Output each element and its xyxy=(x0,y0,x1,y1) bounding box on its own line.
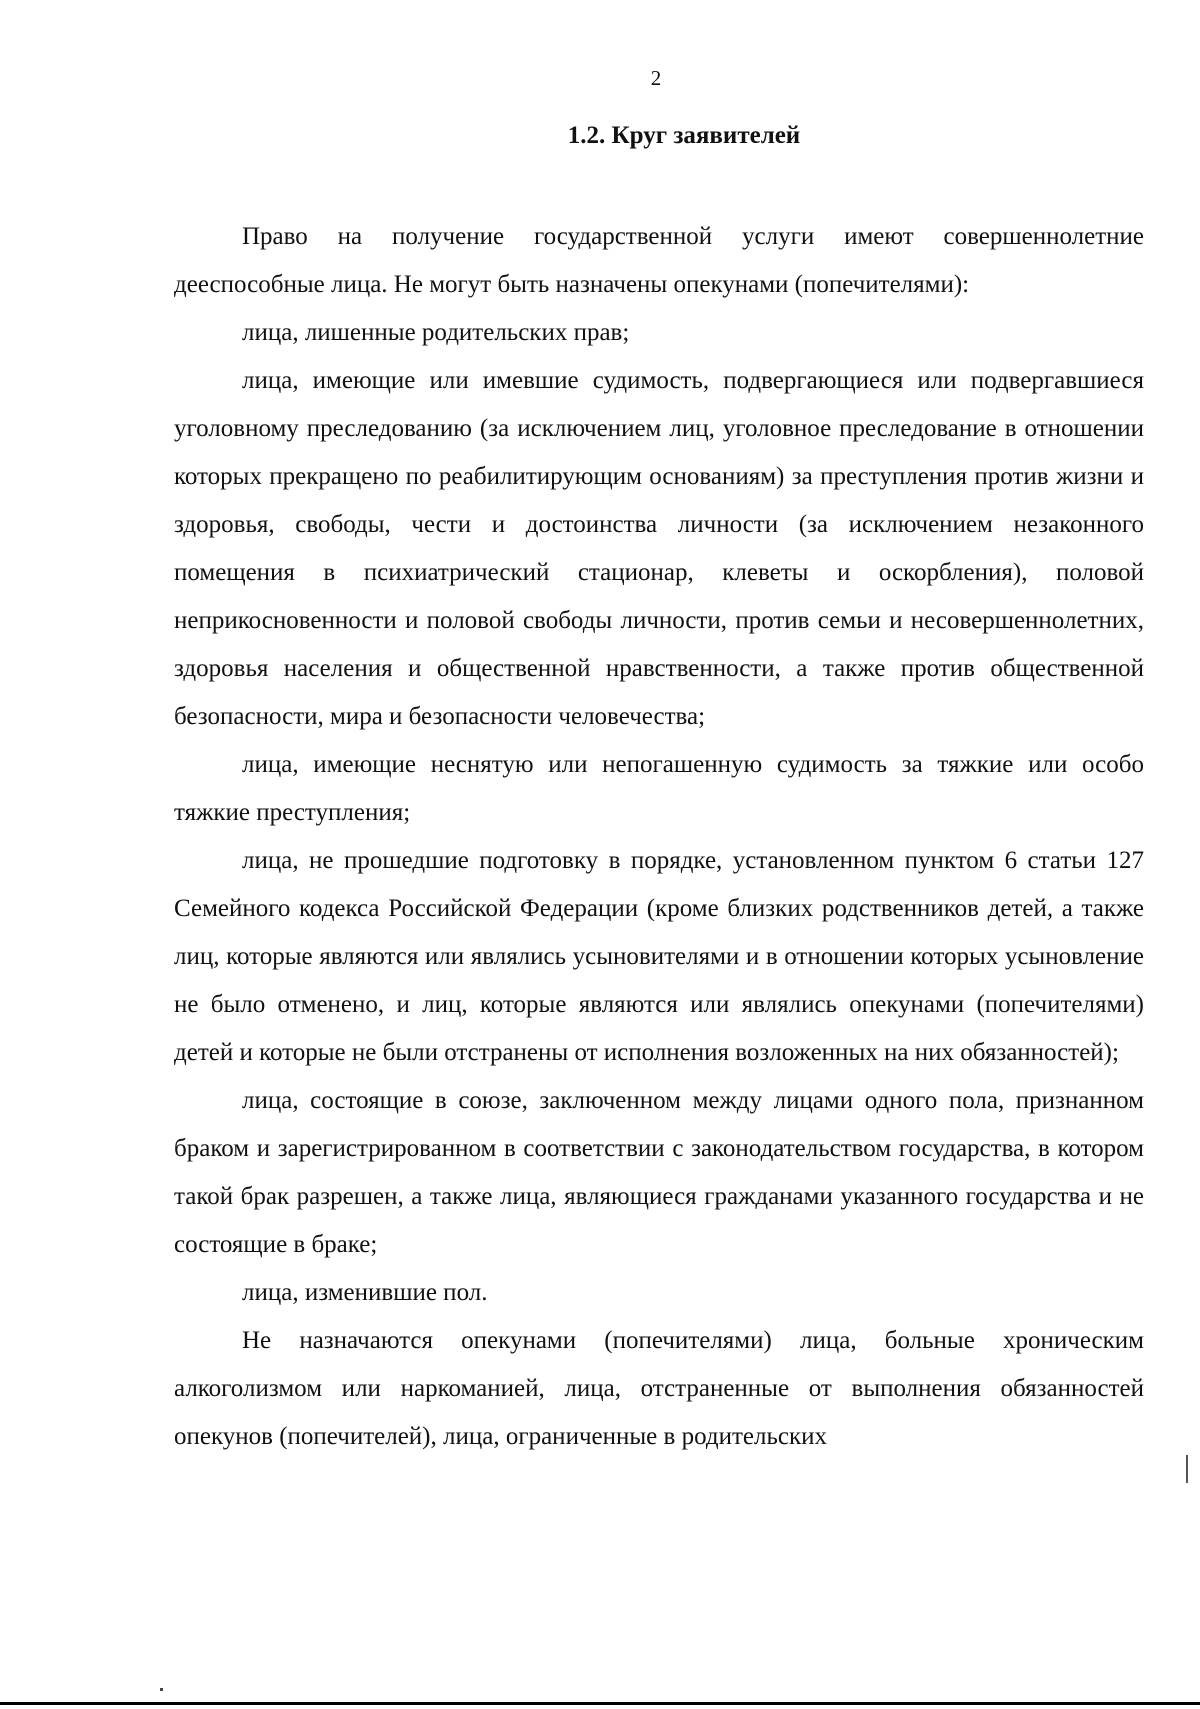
document-body xyxy=(174,213,1144,1461)
paragraph: лица, имеющие или имевшие судимость, подвергающиеся или подвергавшиеся уголовному преследованию (за исключением лиц, уголовное преследование в отношении которых прекращено по реабилитирующим основаниям) за преступления против жизни и здоровья, свободы, чести и достоинства личности (за исключением незаконного помещения в психиатрический стационар, клеветы и оскорбления), половой неприкосновенности и половой свободы личности, против семьи и несовершеннолетних, здоровья населения и общественной нравственности, а также против общественной безопасности, мира и безопасности человечества; xyxy=(174,367,1144,730)
paragraph: Право на получение государственной услуги имеют совершеннолетние дееспособные лица. Не могут быть назначены опекунами (попечителями): xyxy=(174,223,1144,298)
paragraph: лица, не прошедшие подготовку в порядке, установленном пунктом 6 статьи 127 Семейного кодекса Российской Федерации (кроме близких родственников детей, а также лиц, которые являются или являлись усыновителями и в отношении которых усыновление не было отменено, и лиц, которые являются или являлись опекунами (попечителями) детей и которые не были отстранены от исполнения возложенных на них обязанностей); xyxy=(174,847,1144,1066)
paragraph: Не назначаются опекунами (попечителями) лица, больные хроническим алкоголизмом или наркоманией, лица, отстраненные от выполнения обязанностей опекунов (попечителей), лица, ограниченные в родительских xyxy=(174,1327,1144,1450)
scan-artifact-dot xyxy=(160,1688,163,1691)
paragraph: лица, лишенные родительских прав; xyxy=(242,319,630,346)
scan-bottom-edge xyxy=(0,1702,1200,1705)
paragraph: лица, состоящие в союзе, заключенном между лицами одного пола, признанном браком и зарегистрированном в соответствии с законодательством государства, в котором такой брак разрешен, а также лица, являющиеся гражданами указанного государства и не состоящие в браке; xyxy=(174,1087,1144,1258)
scan-artifact-mark xyxy=(1186,1455,1188,1483)
section-title: 1.2. Круг заявителей xyxy=(567,122,801,149)
paragraph: лица, изменившие пол. xyxy=(242,1279,488,1306)
paragraph: лица, имеющие неснятую или непогашенную судимость за тяжкие или особо тяжкие преступления; xyxy=(174,751,1144,826)
page-number: 2 xyxy=(650,66,662,90)
